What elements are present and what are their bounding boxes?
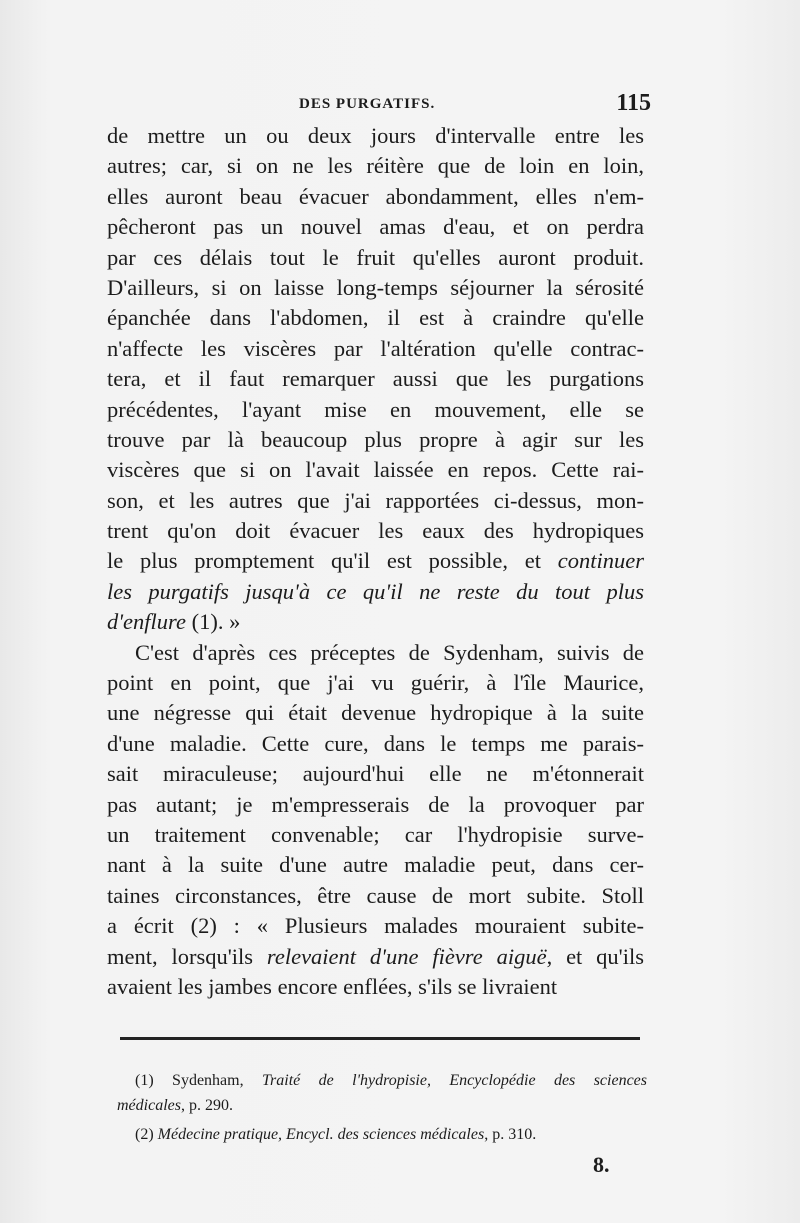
text-run: ment, lorsqu'ils [107,943,267,969]
text-run: le plus promptement qu'il est possible, et [107,548,558,574]
text-line: point en point, que j'ai vu guérir, à l'île Maurice, [107,670,644,696]
text-line: pas autant; je m'empresserais de la provoquer par [107,791,644,817]
text-line: épanchée dans l'abdomen, il est à craindre qu'elle [107,305,644,331]
italic-text: d'enflure [107,609,186,635]
footnote-line [117,1093,647,1118]
text-line [107,942,644,972]
text-line: d'une maladie. Cette cure, dans le temps me parais- [107,730,644,756]
text-line: une négresse qui était devenue hydropique à la suite [107,700,644,726]
italic-text: continuer [557,548,644,574]
text-line [107,546,644,576]
text-line [107,607,644,637]
text-run: (1). » [185,609,241,635]
text-run: , p. 290. [180,1097,233,1114]
italic-text: les purgatifs jusqu'à ce qu'il ne reste du tout plus [107,578,644,604]
italic-text: Médecine pratique, Encycl. des sciences médicales [157,1126,485,1143]
text-line: C'est d'après ces préceptes de Sydenham, suivis de [135,639,644,665]
italic-text: médicales [117,1097,181,1114]
text-line: un traitement convenable; car l'hydropisie surve- [107,821,644,847]
signature-mark: 8. [593,1152,610,1177]
text-run: , p. 310. [484,1126,537,1143]
text-line: n'affecte les viscères par l'altération qu'elle contrac- [107,335,644,361]
text-line: elles auront beau évacuer abondamment, elles n'em- [107,183,644,209]
text-line: autres; car, si on ne les réitère que de loin en loin, [107,153,644,179]
text-line: nant à la suite d'une autre maladie peut, dans cer- [107,852,644,878]
running-title: DES PURGATIFS. [299,96,436,112]
body-text [107,121,644,1002]
page-header [107,90,651,120]
text-run: (1) Sydenham, [135,1072,263,1089]
text-line: D'ailleurs, si on laisse long-temps séjourner la sérosité [107,274,644,300]
text-line: taines circonstances, être cause de mort subite. Stoll [107,882,644,908]
text-line: a écrit (2) : « Plusieurs malades mouraient subite- [107,913,644,939]
text-line: trouve par là beaucoup plus propre à agir sur les [107,426,644,452]
page-number: 115 [616,90,651,116]
text-line [107,577,644,607]
text-run: (2) [135,1126,158,1143]
footnote-rule [120,1037,640,1040]
footnotes [117,1068,647,1147]
text-line: de mettre un ou deux jours d'intervalle entre les [107,123,644,148]
italic-text: relevaient d'une fièvre aiguë [266,943,547,969]
text-line: par ces délais tout le fruit qu'elles auront produit. [107,244,644,270]
footnote-line [117,1122,647,1147]
text-line: son, et les autres que j'ai rapportées ci-dessus, mon- [107,487,644,513]
text-line: tera, et il faut remarquer aussi que les purgations [107,366,644,392]
text-line: sait miraculeuse; aujourd'hui elle ne m'étonnerait [107,761,644,787]
text-line: précédentes, l'ayant mise en mouvement, elle se [107,396,644,422]
text-run: , et qu'ils [546,943,644,969]
text-line: trent qu'on doit évacuer les eaux des hydropiques [107,518,644,544]
footnote-line [117,1068,647,1093]
text-line: pêcheront pas un nouvel amas d'eau, et on perdra [107,214,644,240]
text-line: avaient les jambes encore enflées, s'ils se livraient [107,973,558,999]
text-line: viscères que si on l'avait laissée en repos. Cette rai- [107,457,644,483]
italic-text: Traité de l'hydropisie, Encyclopédie des sciences [262,1072,647,1089]
